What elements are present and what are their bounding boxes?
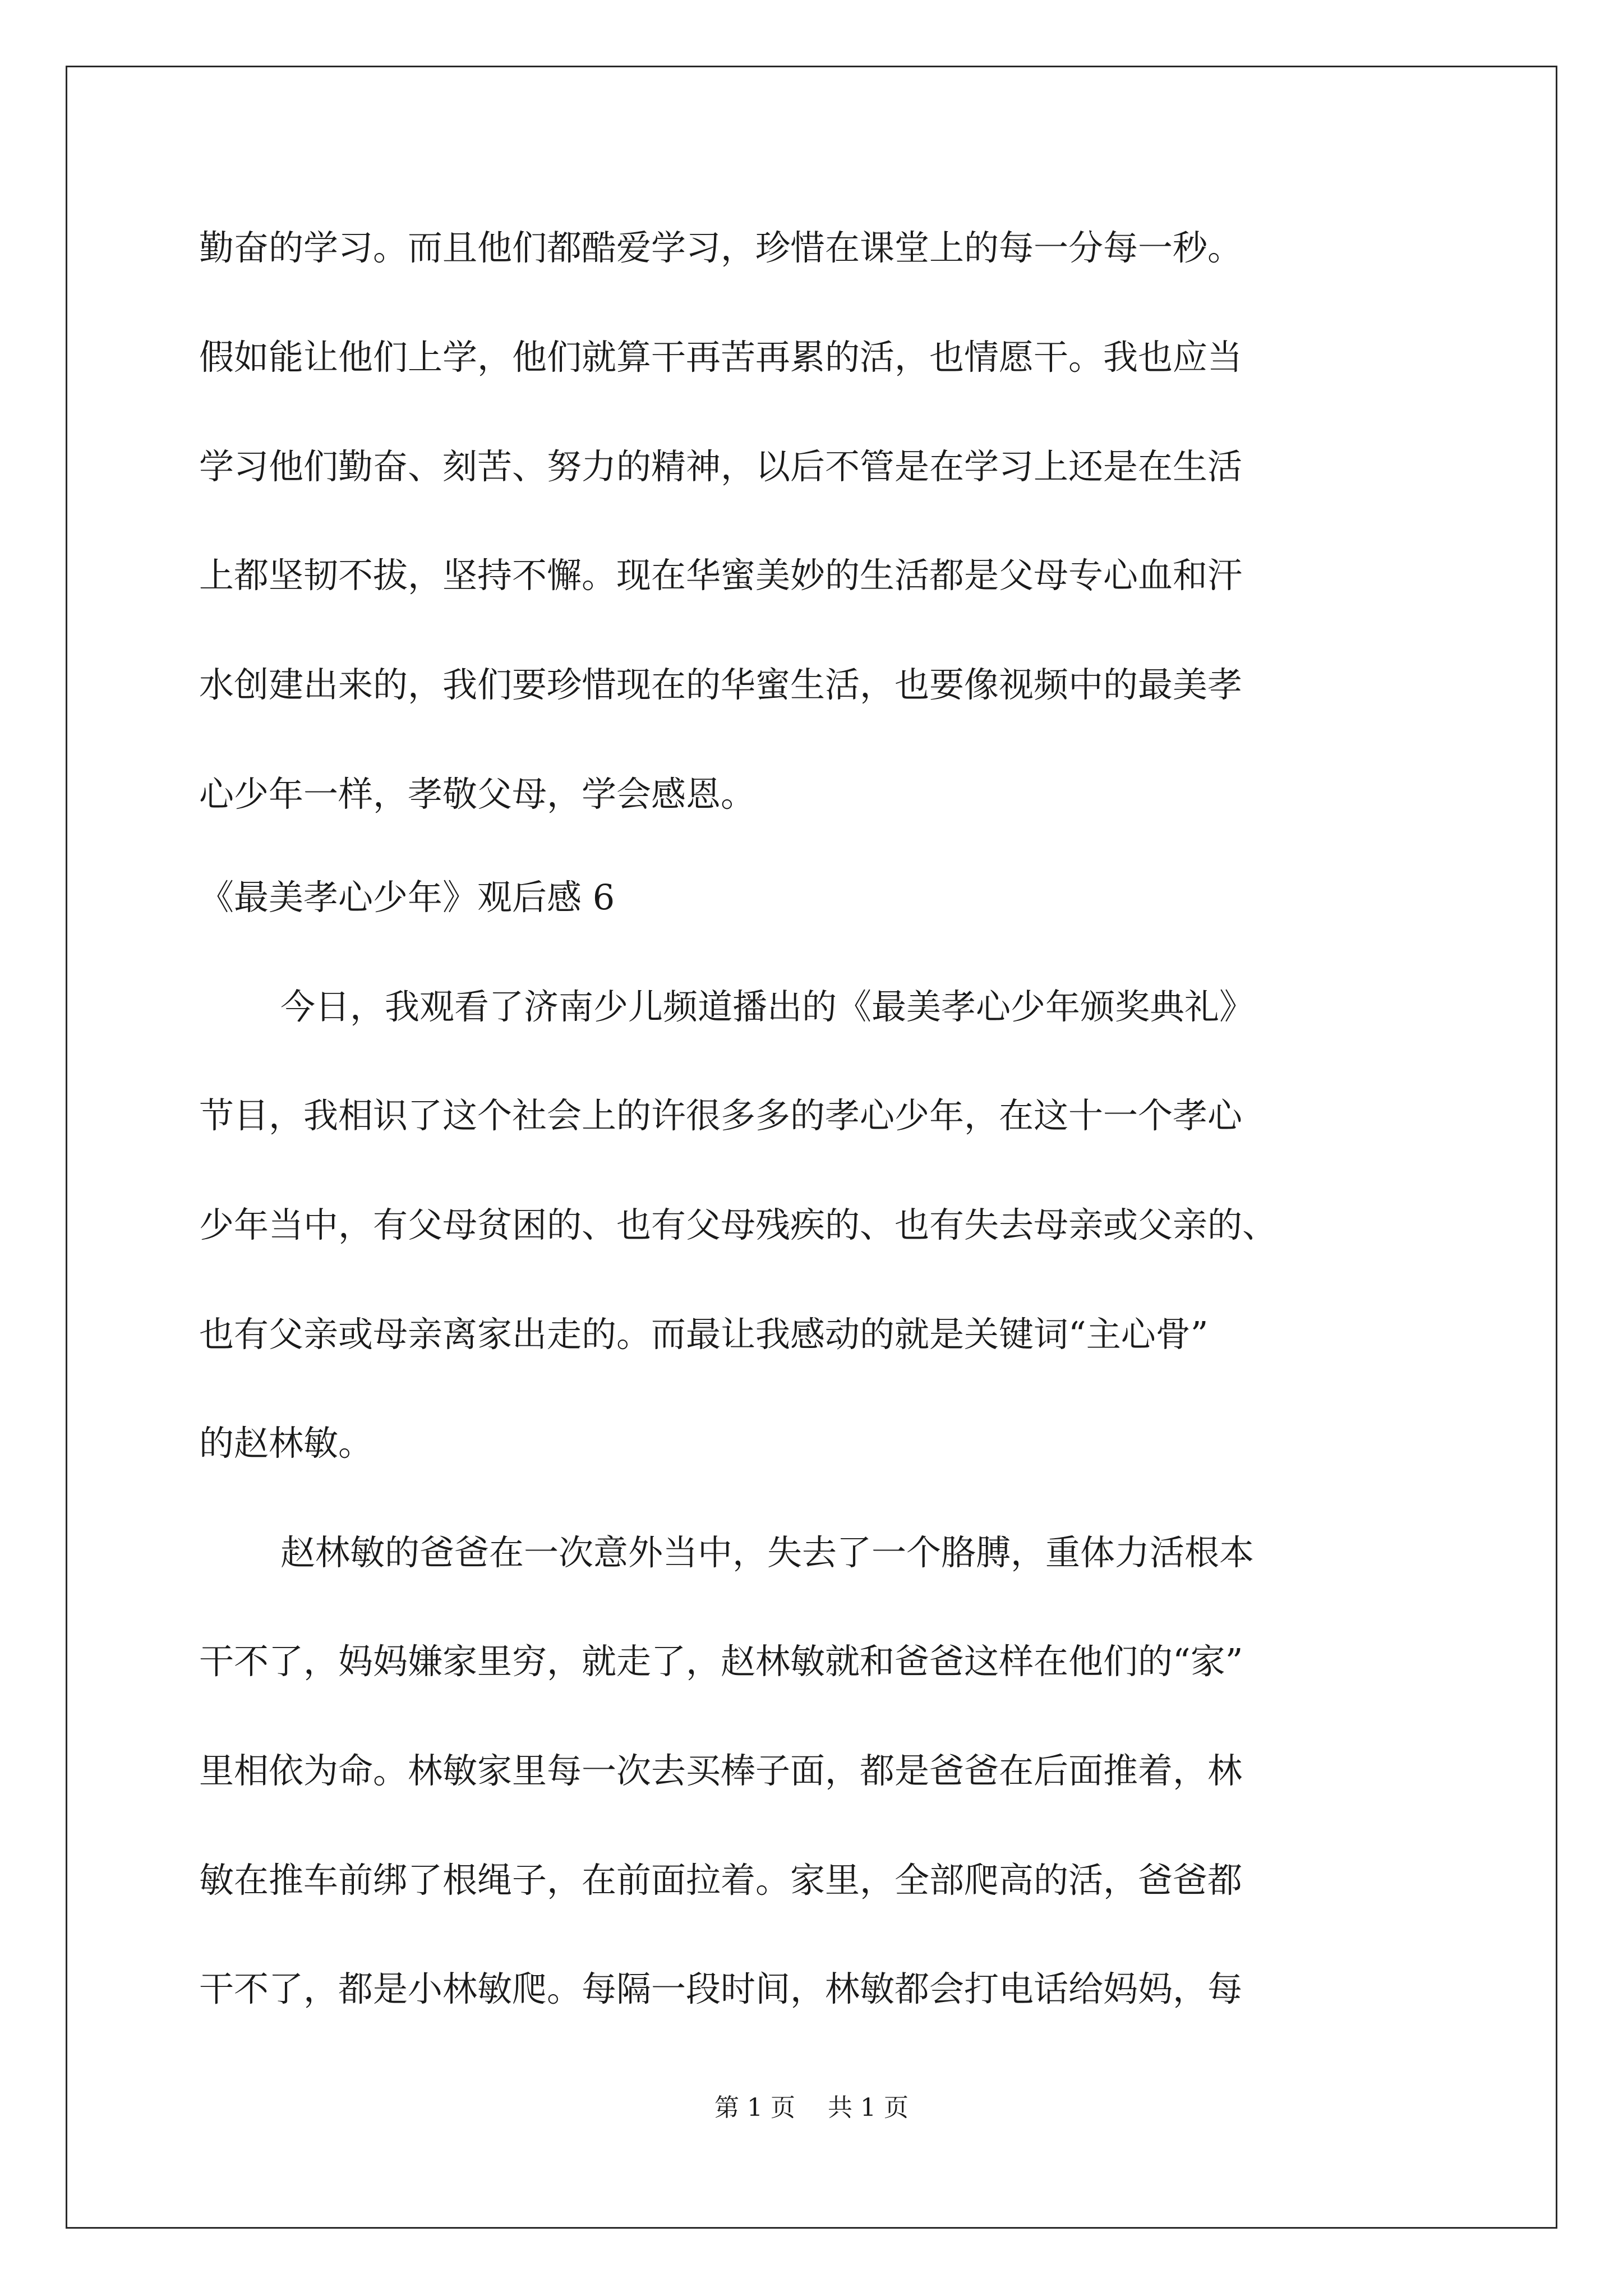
page-number: 第 1 页: [714, 2093, 795, 2122]
text-line: 干不了，妈妈嫌家里穷，就走了，赵林敏就和爸爸这样在他们的“家”: [199, 1641, 1243, 1682]
paragraph-first-line: 今日，我观看了济南少儿频道播出的《最美孝心少年颁奖典礼》: [280, 986, 1255, 1027]
text-line: 上都坚韧不拔，坚持不懈。现在华蜜美妙的生活都是父母专心血和汗: [199, 555, 1243, 596]
text-line: 敏在推车前绑了根绳子，在前面拉着。家里，全部爬高的活，爸爸都: [199, 1860, 1243, 1901]
text-line: 心少年一样，孝敬父母，学会感恩。: [199, 774, 756, 815]
text-line: 的赵林敏。: [199, 1423, 374, 1464]
text-line: 学习他们勤奋、刻苦、努力的精神，以后不管是在学习上还是在生活: [199, 446, 1243, 487]
text-line: 勤奋的学习。而且他们都酷爱学习，珍惜在课堂上的每一分每一秒。: [199, 227, 1243, 268]
page-footer: [0, 2091, 1623, 2125]
text-line: 假如能让他们上学，他们就算干再苦再累的活，也情愿干。我也应当: [199, 337, 1243, 378]
page-total: 共 1 页: [828, 2093, 909, 2122]
text-line: 节目，我相识了这个社会上的许很多多的孝心少年，在这十一个孝心: [199, 1095, 1243, 1136]
text-line: 干不了，都是小林敏爬。每隔一段时间，林敏都会打电话给妈妈，每: [199, 1968, 1243, 2009]
text-line: 水创建出来的，我们要珍惜现在的华蜜生活，也要像视频中的最美孝: [199, 664, 1243, 705]
text-line: 里相依为命。林敏家里每一次去买棒子面，都是爸爸在后面推着，林: [199, 1750, 1243, 1791]
paragraph-first-line: 赵林敏的爸爸在一次意外当中，失去了一个胳膊，重体力活根本: [280, 1532, 1255, 1573]
page-border: [66, 66, 1557, 2229]
text-line: 少年当中，有父母贫困的、也有父母残疾的、也有失去母亲或父亲的、: [199, 1204, 1278, 1245]
text-line: 也有父亲或母亲离家出走的。而最让我感动的就是关键词“主心骨”: [199, 1314, 1209, 1355]
section-heading: 《最美孝心少年》观后感 6: [199, 877, 615, 918]
